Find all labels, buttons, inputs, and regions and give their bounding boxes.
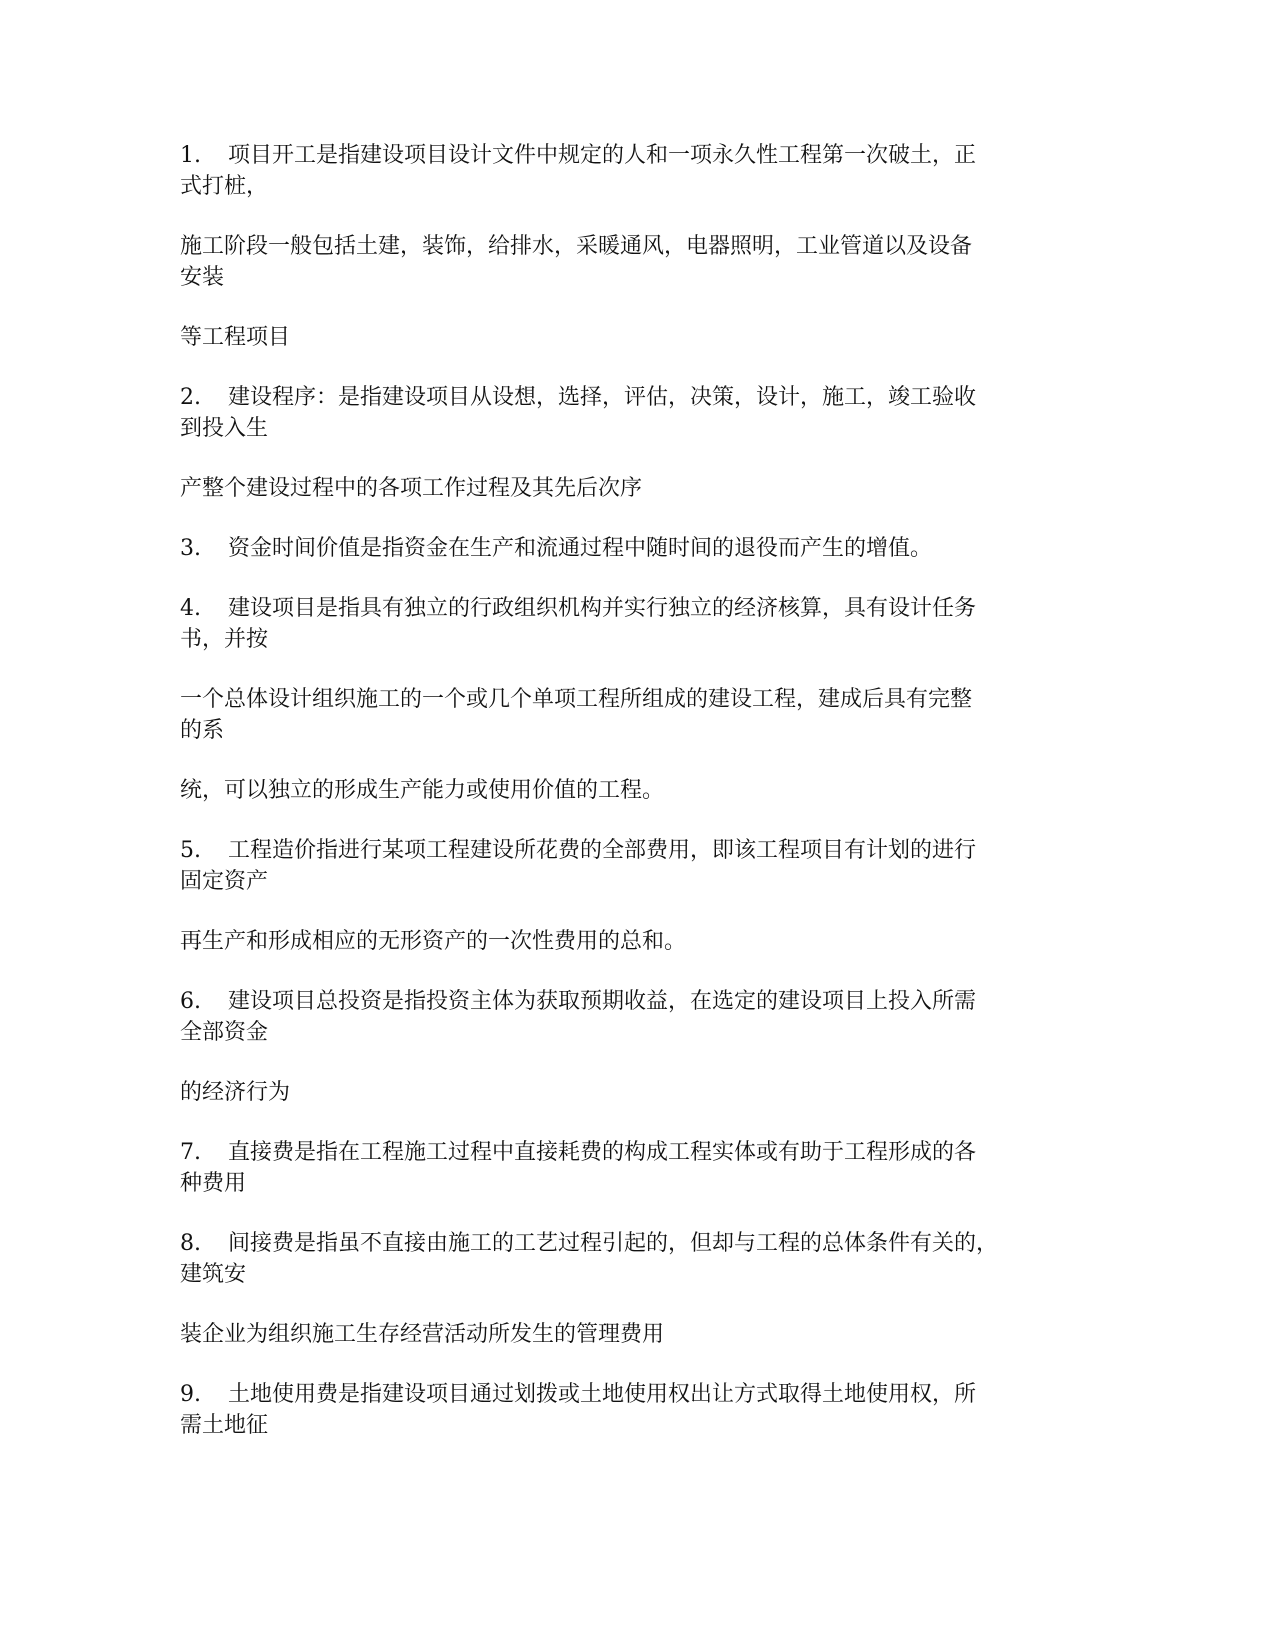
paragraph — [180, 382, 1080, 444]
paragraph — [180, 1228, 1080, 1290]
paragraph-number: 4. — [180, 596, 201, 621]
paragraph-line: 的系 — [180, 718, 225, 743]
paragraph-number: 3. — [180, 536, 201, 561]
paragraph-line: 种费用 — [180, 1171, 247, 1196]
paragraph-line: 项目开工是指建设项目设计文件中规定的人和一项永久性工程第一次破土，正 — [228, 143, 977, 168]
paragraph — [180, 684, 1080, 746]
paragraph — [180, 473, 1080, 504]
paragraph-line: 书，并按 — [180, 627, 269, 652]
paragraph — [180, 1319, 1080, 1350]
paragraph — [180, 835, 1080, 897]
paragraph-line: 建设程序：是指建设项目从设想，选择，评估，决策，设计，施工，竣工验收 — [228, 385, 977, 410]
paragraph-line: 资金时间价值是指资金在生产和流通过程中随时间的退役而产生的增值。 — [228, 536, 933, 561]
paragraph-line: 再生产和形成相应的无形资产的一次性费用的总和。 — [180, 929, 687, 954]
paragraph-line: 的经济行为 — [180, 1080, 291, 1105]
paragraph-line: 一个总体设计组织施工的一个或几个单项工程所组成的建设工程，建成后具有完整 — [180, 687, 973, 712]
paragraph-line: 全部资金 — [180, 1020, 269, 1045]
paragraph-number: 8. — [180, 1231, 201, 1256]
paragraph-line: 直接费是指在工程施工过程中直接耗费的构成工程实体或有助于工程形成的各 — [228, 1140, 977, 1165]
paragraph — [180, 533, 1080, 564]
paragraph — [180, 1137, 1080, 1199]
paragraph — [180, 926, 1080, 957]
paragraph — [180, 140, 1080, 202]
paragraph-number: 5. — [180, 838, 201, 863]
paragraph-line: 安装 — [180, 265, 225, 290]
paragraph-line: 需土地征 — [180, 1413, 269, 1438]
paragraph — [180, 1077, 1080, 1108]
paragraph-line: 建筑安 — [180, 1262, 247, 1287]
paragraph-line: 产整个建设过程中的各项工作过程及其先后次序 — [180, 476, 643, 501]
paragraph-line: 建设项目总投资是指投资主体为获取预期收益，在选定的建设项目上投入所需 — [228, 989, 977, 1014]
document-body — [180, 140, 1080, 1470]
paragraph — [180, 231, 1080, 293]
paragraph-number: 6. — [180, 989, 201, 1014]
paragraph-line: 施工阶段一般包括土建，装饰，给排水，采暖通风，电器照明，工业管道以及设备 — [180, 234, 973, 259]
paragraph — [180, 775, 1080, 806]
paragraph-number: 1. — [180, 143, 201, 168]
paragraph — [180, 593, 1080, 655]
paragraph-number: 2. — [180, 385, 201, 410]
paragraph-line: 式打桩， — [180, 174, 269, 199]
paragraph-line: 统，可以独立的形成生产能力或使用价值的工程。 — [180, 778, 665, 803]
paragraph-line: 装企业为组织施工生存经营活动所发生的管理费用 — [180, 1322, 665, 1347]
paragraph-line: 工程造价指进行某项工程建设所花费的全部费用，即该工程项目有计划的进行 — [228, 838, 977, 863]
paragraph-line: 等工程项目 — [180, 325, 291, 350]
paragraph-line: 建设项目是指具有独立的行政组织机构并实行独立的经济核算，具有设计任务 — [228, 596, 977, 621]
paragraph-line: 固定资产 — [180, 869, 269, 894]
paragraph-number: 7. — [180, 1140, 201, 1165]
paragraph-line: 到投入生 — [180, 416, 269, 441]
paragraph — [180, 322, 1080, 353]
paragraph-line: 土地使用费是指建设项目通过划拨或土地使用权出让方式取得土地使用权，所 — [228, 1382, 977, 1407]
paragraph-number: 9. — [180, 1382, 201, 1407]
paragraph — [180, 1379, 1080, 1441]
paragraph-line: 间接费是指虽不直接由施工的工艺过程引起的，但却与工程的总体条件有关的， — [228, 1231, 999, 1256]
paragraph — [180, 986, 1080, 1048]
